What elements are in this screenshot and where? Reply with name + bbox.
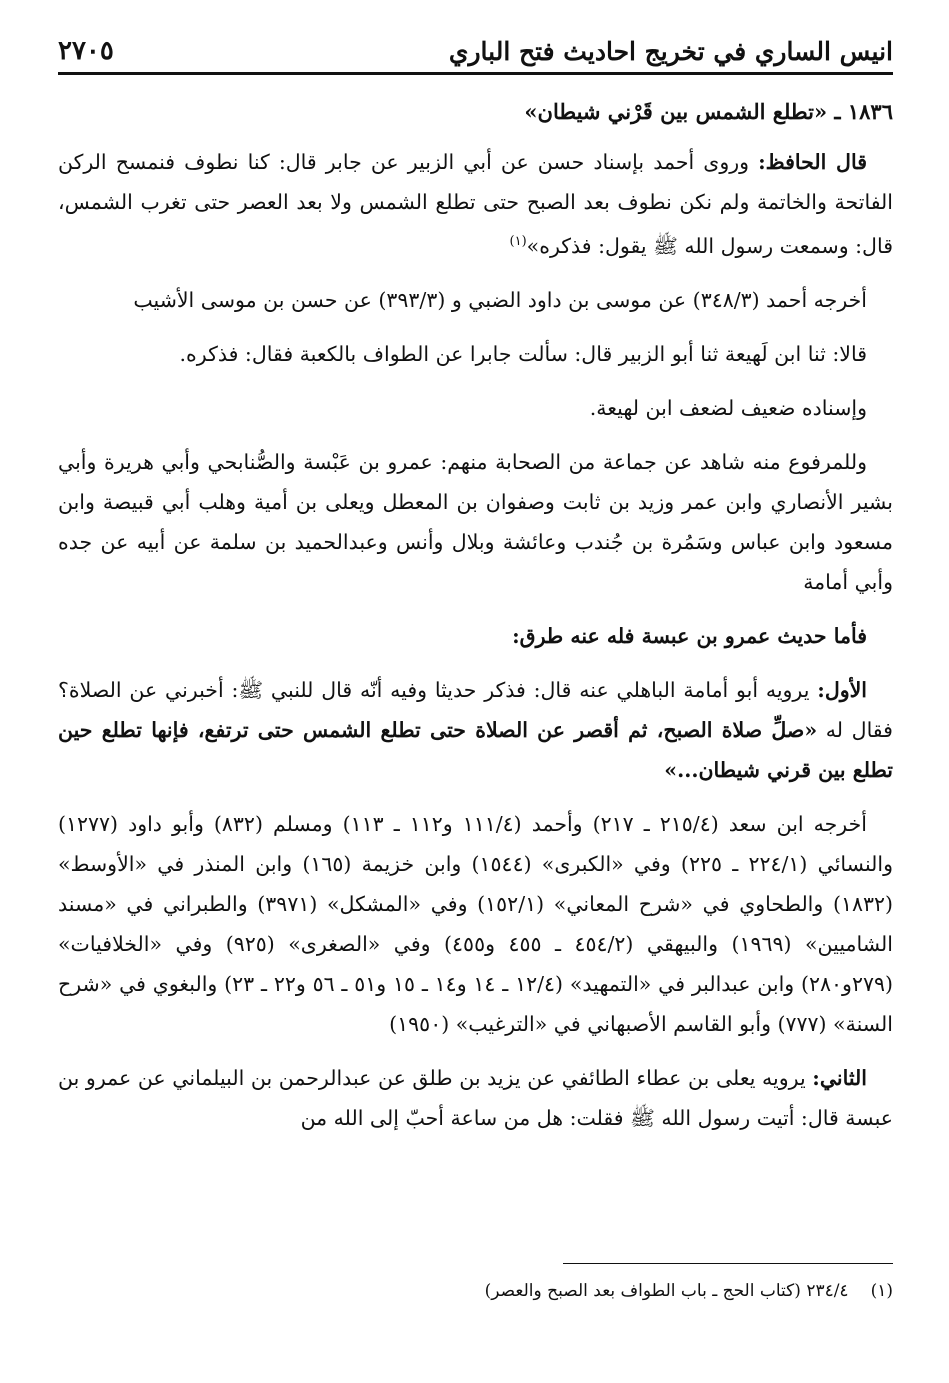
- footnote-ref[interactable]: (١): [509, 234, 527, 249]
- footnote: [58, 1276, 893, 1306]
- second-label: الثاني:: [812, 1065, 867, 1090]
- isnad-paragraph: وإسناده ضعيف لضعف ابن لهيعة.: [589, 395, 867, 420]
- main-text: [58, 92, 893, 1152]
- hafiz-label: قال الحافظ:: [758, 150, 868, 174]
- footnote-number: (١): [870, 1281, 893, 1301]
- first-label: الأول:: [817, 677, 867, 702]
- footnote-divider: [563, 1263, 893, 1264]
- takhrij-paragraph-1: أخرجه أحمد (٣٤٨/٣) عن موسى بن داود الضبي و (٣٩٣/٣) عن حسن بن موسى الأشيب: [133, 287, 867, 312]
- first-text: يرويه أبو أمامة الباهلي عنه قال: فذكر حديثا وفيه أنّه قال للنبي ﷺ: أخبرني عن الصلاة؟ فقال له: [58, 677, 893, 742]
- first-path-paragraph: [58, 670, 893, 790]
- page-header: [58, 28, 893, 75]
- shawahid-paragraph: وللمرفوع منه شاهد عن جماعة من الصحابة منهم: عمرو بن عَبْسة والصُّنابحي وأبي هريرة وأبي بشير الأنصاري وابن عمر وزيد بن ثابت وصفوان بن المعطل ويعلى بن أمية وهلب أبي قبيصة وابن مسعود وابن عباس وسَمُرة بن جُندب وعائشة وبلال وأنس وعبدالحميد بن سلمة عن أبيه عن جده وأبي أمامة: [58, 449, 893, 594]
- hafiz-text: وروى أحمد بإسناد حسن عن أبي الزبير عن جابر قال: كنا نطوف فنمسح الركن الفاتحة والخاتمة ولم نكن نطوف بعد الصبح حتى تطلع الشمس ولا بعد العصر حتى تغرب الشمس، قال: وسمعت رسول الله ﷺ يقول: فذكره»: [58, 150, 893, 258]
- takhrij-paragraph-2: أخرجه ابن سعد (٢١٥/٤ ـ ٢١٧) وأحمد (١١١/٤ و١١٢ ـ ١١٣) ومسلم (٨٣٢) وأبو داود (١٢٧٧) والنسائي (٢٢٤/١ ـ ٢٢٥) وفي «الكبرى» (١٥٤٤) وابن خزيمة (١٦٥) وابن المنذر في «الأوسط» (١٨٣٢) والطحاوي في «شرح المعاني» (١٥٢/١) وفي «المشكل» (٣٩٧١) والطبراني في «مسند الشاميين» (١٩٦٩) والبيهقي (٤٥٤/٢ ـ ٤٥٥ و٤٥٥) وفي «الصغرى» (٩٢٥) وفي «الخلافيات» (٢٧٩و٢٨٠) وابن عبدالبر في «التمهيد» (١٢/٤ ـ ١٤ و١٤ ـ ١٥ و٥١ ـ ٥٦ و٢٢ ـ ٢٣) والبغوي في «شرح السنة» (٧٧٧) وأبو القاسم الأصبهاني في «الترغيب» (١٩٥٠): [58, 811, 893, 1036]
- hadith-title: ١٨٣٦ ـ «تطلع الشمس بين قَرْني شيطان»: [524, 99, 893, 124]
- first-quote: «صلِّ صلاة الصبح، ثم أقصر عن الصلاة حتى تطلع الشمس حتى ترتفع، فإنها تطلع حين تطلع بين قرني شيطان...»: [58, 717, 893, 782]
- page-number: ٢٧٠٥: [58, 36, 114, 66]
- footnote-text: ٢٣٤/٤ (كتاب الحج ـ باب الطواف بعد الصبح والعصر): [484, 1281, 849, 1301]
- amr-heading: فأما حديث عمرو بن عبسة فله عنه طرق:: [512, 623, 867, 648]
- second-path-paragraph: [58, 1058, 893, 1138]
- second-text: يرويه يعلى بن عطاء الطائفي عن يزيد بن طلق عن عبدالرحمن بن البيلماني عن عمرو بن عبسة قال: أتيت رسول الله ﷺ فقلت: هل من ساعة أحبّ إلى الله من: [58, 1065, 893, 1130]
- qala-paragraph: قالا: ثنا ابن لَهيعة ثنا أبو الزبير قال: سألت جابرا عن الطواف بالكعبة فقال: فذكره.: [179, 341, 867, 366]
- hafiz-paragraph: [58, 142, 893, 266]
- running-title: انيس الساري في تخريج احاديث فتح الباري: [448, 37, 893, 66]
